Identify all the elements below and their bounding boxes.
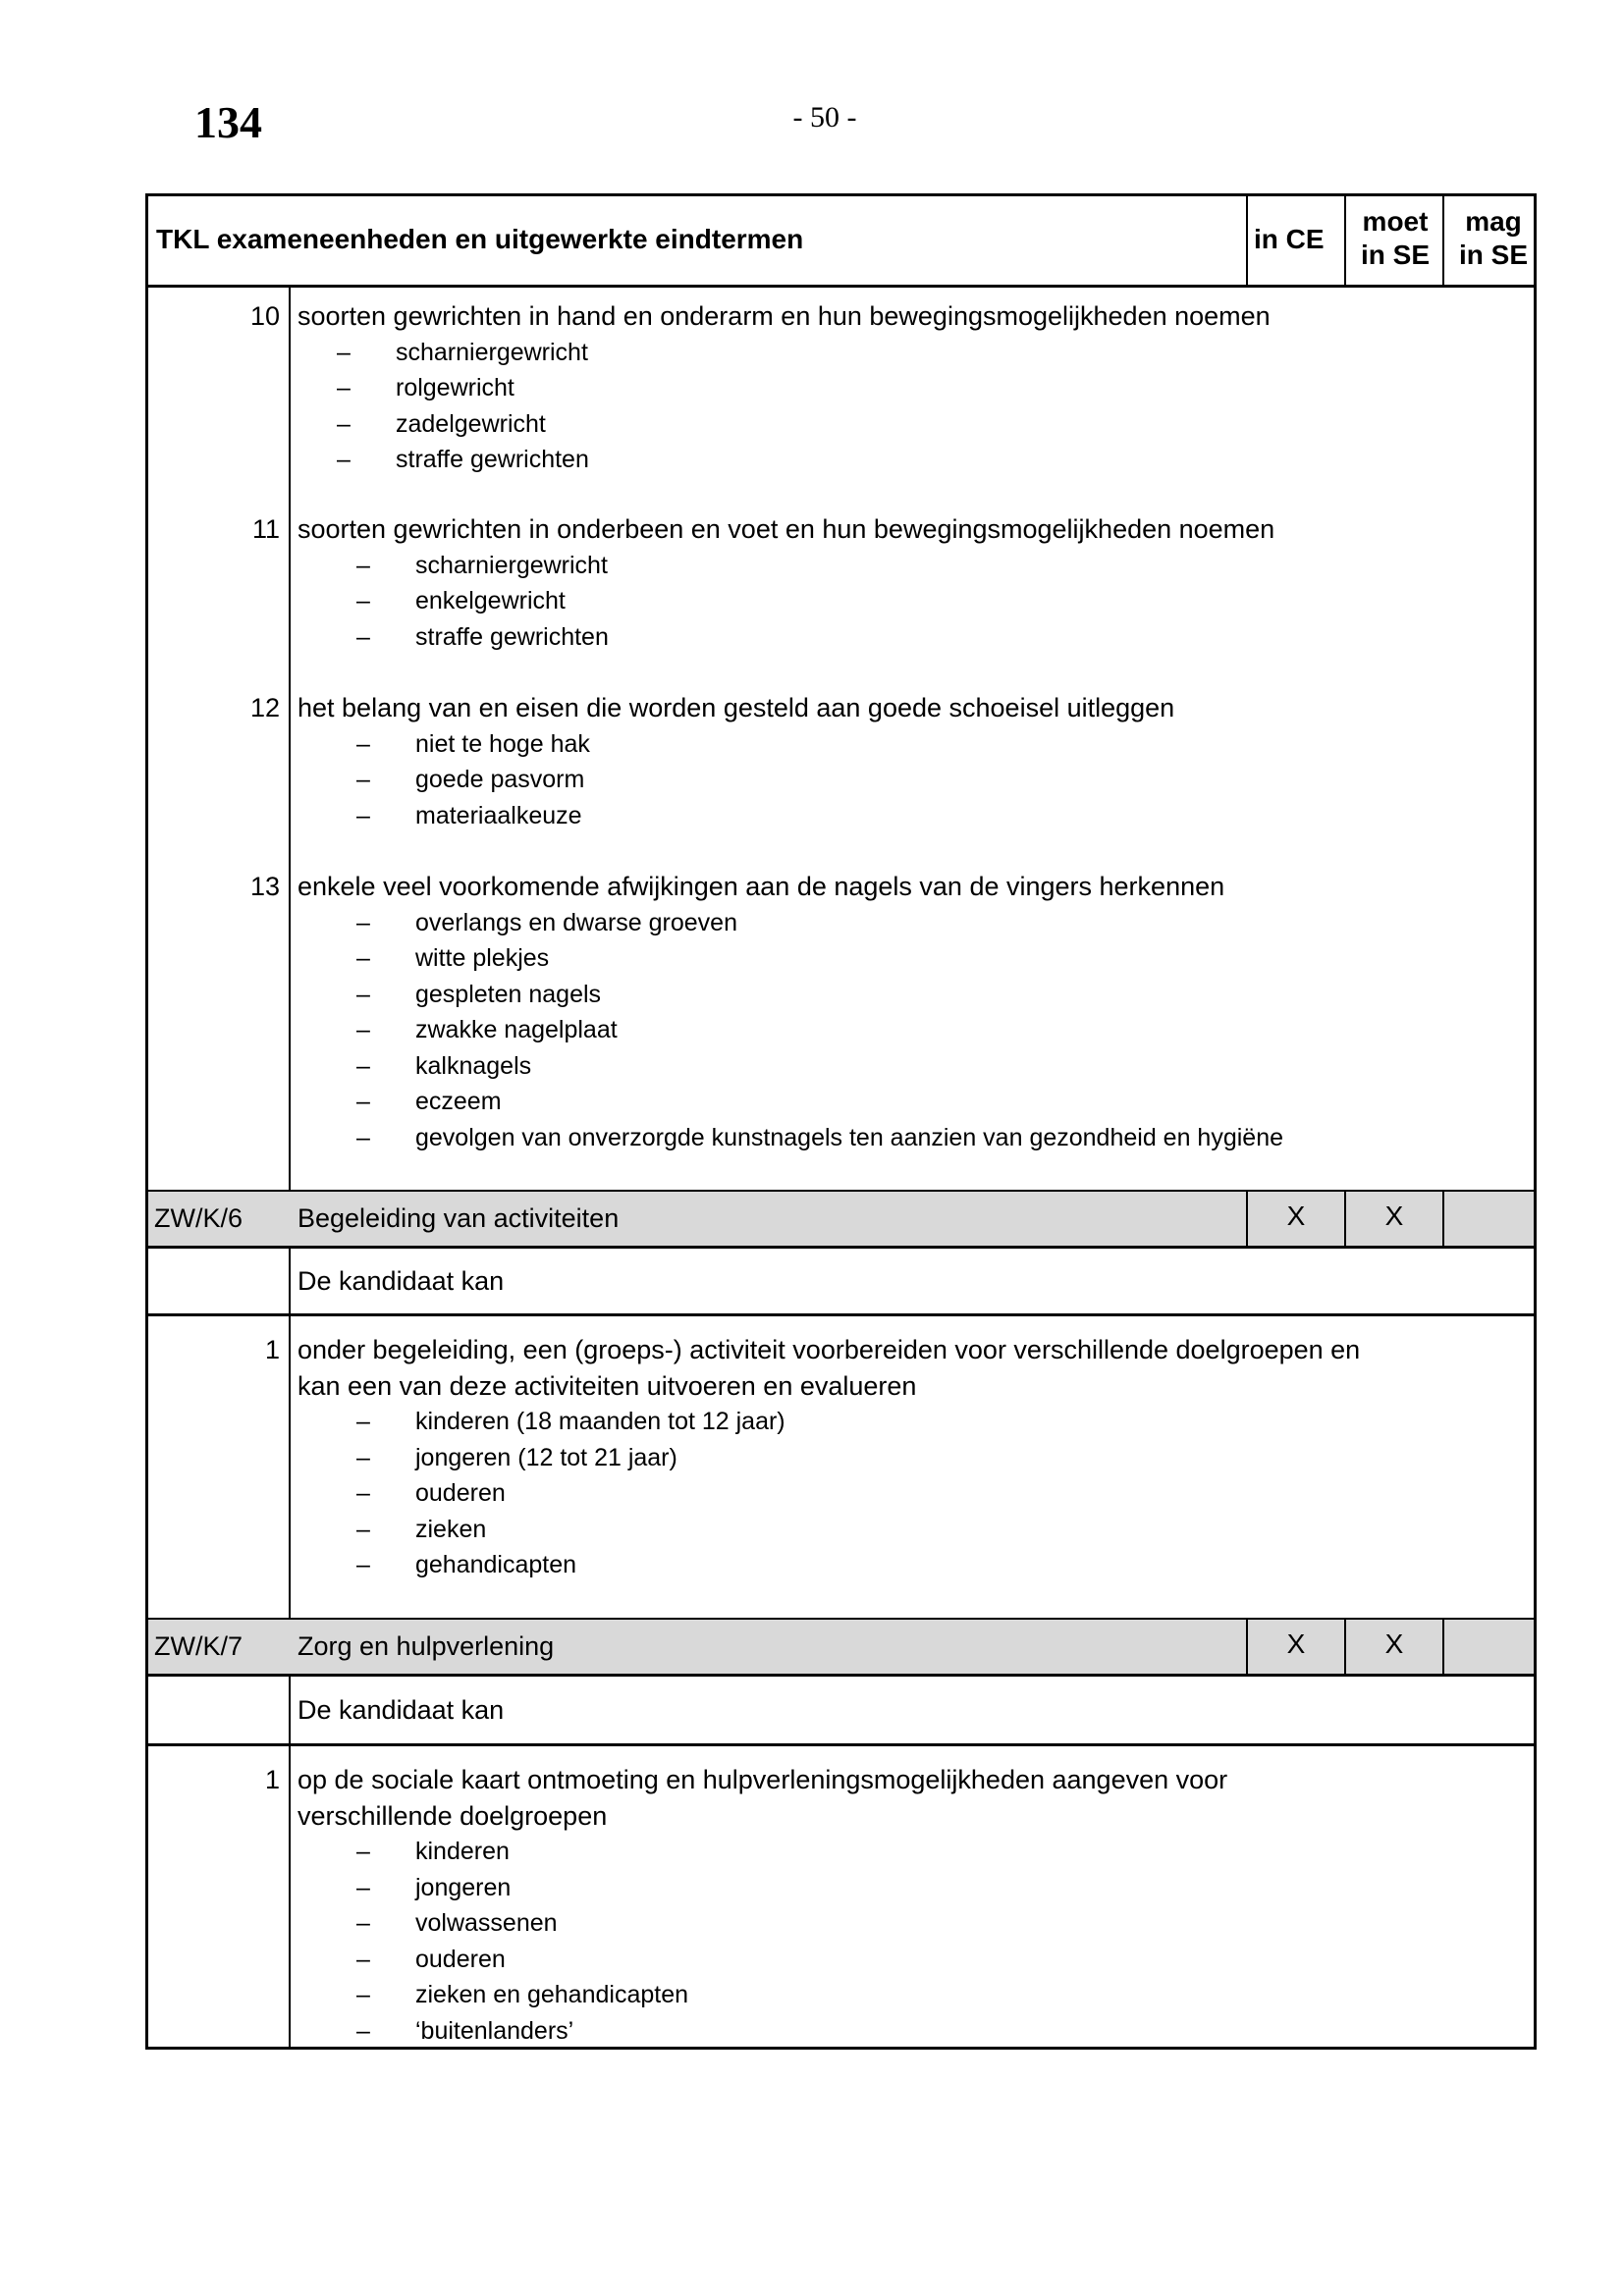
- row-line: [148, 1618, 1534, 1620]
- dash-bullet: –: [356, 1945, 370, 1973]
- dash-bullet: –: [356, 1016, 370, 1043]
- item-sublist: [317, 548, 609, 656]
- col-divider-ce: [1246, 196, 1248, 285]
- unit-in-ce-mark: X: [1286, 1201, 1306, 1231]
- sub-item-text: kalknagels: [415, 1051, 532, 1080]
- sub-item: [298, 370, 589, 406]
- sub-item-text: jongeren (12 tot 21 jaar): [415, 1443, 677, 1471]
- dash-bullet: –: [356, 551, 370, 579]
- item-sublist: [317, 905, 1283, 1156]
- sub-item-text: ouderen: [415, 1479, 506, 1507]
- row-line: [148, 1674, 1534, 1677]
- dash-bullet: –: [356, 622, 370, 651]
- sub-item: [317, 798, 590, 834]
- sub-item: [317, 1048, 1283, 1085]
- item-text: enkele veel voorkomende afwijkingen aan de nagels van de vingers herkennen: [298, 872, 1225, 901]
- unit-title: Begeleiding van activiteiten: [298, 1203, 620, 1233]
- item-number: 10: [249, 301, 280, 331]
- sub-item: [298, 335, 589, 371]
- page-center-number: - 50 -: [792, 101, 857, 133]
- sub-item: [317, 1977, 688, 2013]
- col-divider-number: [289, 285, 291, 2047]
- dash-bullet: –: [356, 587, 370, 614]
- dash-bullet: –: [356, 1051, 370, 1080]
- sub-item: [317, 1834, 688, 1870]
- item-text-line1: op de sociale kaart ontmoeting en hulpverleningsmogelijkheden aangeven voor: [298, 1765, 1228, 1794]
- sub-item: [317, 1012, 1283, 1048]
- header-bottom-line: [148, 285, 1534, 288]
- sub-item: [317, 2013, 688, 2050]
- header-moet-line1: moet: [1362, 206, 1429, 237]
- col-divider-mag: [1442, 1191, 1444, 1247]
- sub-item-text: niet te hoge hak: [415, 729, 590, 758]
- sub-item-text: scharniergewricht: [415, 551, 608, 579]
- page-number: 134: [194, 97, 262, 147]
- sub-item: [317, 1942, 688, 1978]
- unit-code: ZW/K/6: [154, 1203, 244, 1233]
- item-number: 1: [264, 1765, 280, 1794]
- sub-item-text: volwassenen: [415, 1909, 558, 1937]
- dash-bullet: –: [356, 2016, 370, 2045]
- item-number: 13: [249, 872, 280, 901]
- sub-item-text: materiaalkeuze: [415, 801, 582, 829]
- item-sublist: [317, 1404, 785, 1583]
- sub-item: [298, 442, 589, 478]
- sub-item: [317, 940, 1283, 977]
- sub-item-text: ‘buitenlanders’: [415, 2016, 574, 2045]
- sub-item-text: witte plekjes: [415, 944, 550, 972]
- unit-code: ZW/K/7: [154, 1631, 244, 1661]
- sub-item-text: zwakke nagelplaat: [415, 1016, 618, 1043]
- sub-item-text: kinderen (18 maanden tot 12 jaar): [415, 1408, 785, 1435]
- sub-item: [317, 1870, 688, 1906]
- dash-bullet: –: [337, 338, 351, 366]
- item-number: 12: [249, 693, 280, 722]
- sub-item: [317, 1120, 1283, 1156]
- item-sublist: [317, 726, 590, 834]
- dash-bullet: –: [337, 446, 351, 473]
- dash-bullet: –: [356, 1515, 370, 1543]
- sub-item-text: jongeren: [415, 1873, 512, 1901]
- row-line: [148, 1190, 1534, 1192]
- dash-bullet: –: [356, 729, 370, 758]
- sub-item-text: gevolgen van onverzorgde kunstnagels ten aanzien van gezondheid en hygiëne: [415, 1123, 1283, 1151]
- sub-item: [317, 1905, 688, 1942]
- dash-bullet: –: [356, 1909, 370, 1937]
- header-moet-line2: in SE: [1360, 240, 1430, 270]
- sub-item: [317, 762, 590, 798]
- sub-item-text: zieken: [415, 1515, 487, 1543]
- dash-bullet: –: [356, 980, 370, 1008]
- sub-item-text: goede pasvorm: [415, 766, 585, 793]
- item-sublist: [317, 1834, 688, 2049]
- unit-intro: De kandidaat kan: [298, 1266, 505, 1296]
- sub-item-text: enkelgewricht: [415, 587, 566, 614]
- unit-in-ce-mark: X: [1286, 1629, 1306, 1659]
- col-divider-mag: [1442, 1619, 1444, 1675]
- sub-item-text: scharniergewricht: [396, 338, 588, 366]
- sub-item: [317, 977, 1283, 1013]
- dash-bullet: –: [356, 944, 370, 972]
- dash-bullet: –: [356, 1088, 370, 1115]
- item-text-line2: kan een van deze activiteiten uitvoeren en evalueren: [298, 1370, 917, 1401]
- row-line: [148, 1246, 1534, 1249]
- item-text: soorten gewrichten in onderbeen en voet en hun bewegingsmogelijkheden noemen: [298, 514, 1275, 544]
- sub-item-text: kinderen: [415, 1838, 510, 1865]
- dash-bullet: –: [356, 1123, 370, 1151]
- col-divider-mag: [1442, 196, 1444, 285]
- dash-bullet: –: [356, 1981, 370, 2008]
- item-sublist: [298, 335, 589, 478]
- row-line: [148, 1313, 1534, 1316]
- sub-item: [317, 1512, 785, 1548]
- item-text: soorten gewrichten in hand en onderarm en hun bewegingsmogelijkheden noemen: [298, 301, 1271, 331]
- sub-item-text: gespleten nagels: [415, 980, 602, 1008]
- dash-bullet: –: [356, 1838, 370, 1865]
- dash-bullet: –: [356, 1551, 370, 1578]
- header-mag-line1: mag: [1465, 206, 1522, 237]
- dash-bullet: –: [356, 1408, 370, 1435]
- dash-bullet: –: [356, 1873, 370, 1901]
- sub-item-text: zadelgewricht: [396, 409, 546, 438]
- item-number: 11: [251, 514, 280, 544]
- sub-item-text: zieken en gehandicapten: [415, 1981, 689, 2008]
- sub-item: [317, 1547, 785, 1583]
- sub-item: [317, 1404, 785, 1440]
- sub-item-text: gehandicapten: [415, 1551, 577, 1578]
- sub-item-text: overlangs en dwarse groeven: [415, 908, 737, 936]
- header-mag-line2: in SE: [1458, 240, 1528, 270]
- item-text-line1: onder begeleiding, een (groeps-) activiteit voorbereiden voor verschillende doelgroepen en: [298, 1335, 1361, 1364]
- unit-intro: De kandidaat kan: [298, 1695, 505, 1725]
- sub-item-text: ouderen: [415, 1945, 506, 1973]
- sub-item: [317, 1084, 1283, 1120]
- dash-bullet: –: [356, 908, 370, 936]
- sub-item: [317, 905, 1283, 941]
- eindtermen-table: [145, 193, 1537, 2050]
- row-line: [148, 1743, 1534, 1746]
- col-divider-moet: [1344, 196, 1346, 285]
- sub-item-text: straffe gewrichten: [415, 622, 609, 651]
- sub-item: [317, 1440, 785, 1476]
- sub-item-text: rolgewricht: [396, 374, 514, 401]
- dash-bullet: –: [337, 374, 351, 401]
- sub-item: [317, 1475, 785, 1512]
- dash-bullet: –: [356, 766, 370, 793]
- sub-item-text: straffe gewrichten: [396, 446, 589, 473]
- sub-item-text: eczeem: [415, 1088, 502, 1115]
- sub-item: [317, 548, 609, 584]
- dash-bullet: –: [337, 409, 351, 438]
- item-text: het belang van en eisen die worden gesteld aan goede schoeisel uitleggen: [298, 693, 1175, 722]
- dash-bullet: –: [356, 1479, 370, 1507]
- dash-bullet: –: [356, 1443, 370, 1471]
- unit-moet-in-se-mark: X: [1384, 1201, 1404, 1231]
- header-title: TKL exameneenheden en uitgewerkte eindtermen: [156, 224, 804, 254]
- unit-title: Zorg en hulpverlening: [298, 1631, 555, 1661]
- sub-item: [317, 619, 609, 656]
- sub-item: [317, 726, 590, 763]
- header-in-ce: in CE: [1254, 224, 1325, 254]
- item-number: 1: [264, 1335, 280, 1364]
- dash-bullet: –: [356, 801, 370, 829]
- item-text-line2: verschillende doelgroepen: [298, 1800, 608, 1831]
- sub-item: [298, 406, 589, 443]
- sub-item: [317, 583, 609, 619]
- unit-moet-in-se-mark: X: [1384, 1629, 1404, 1659]
